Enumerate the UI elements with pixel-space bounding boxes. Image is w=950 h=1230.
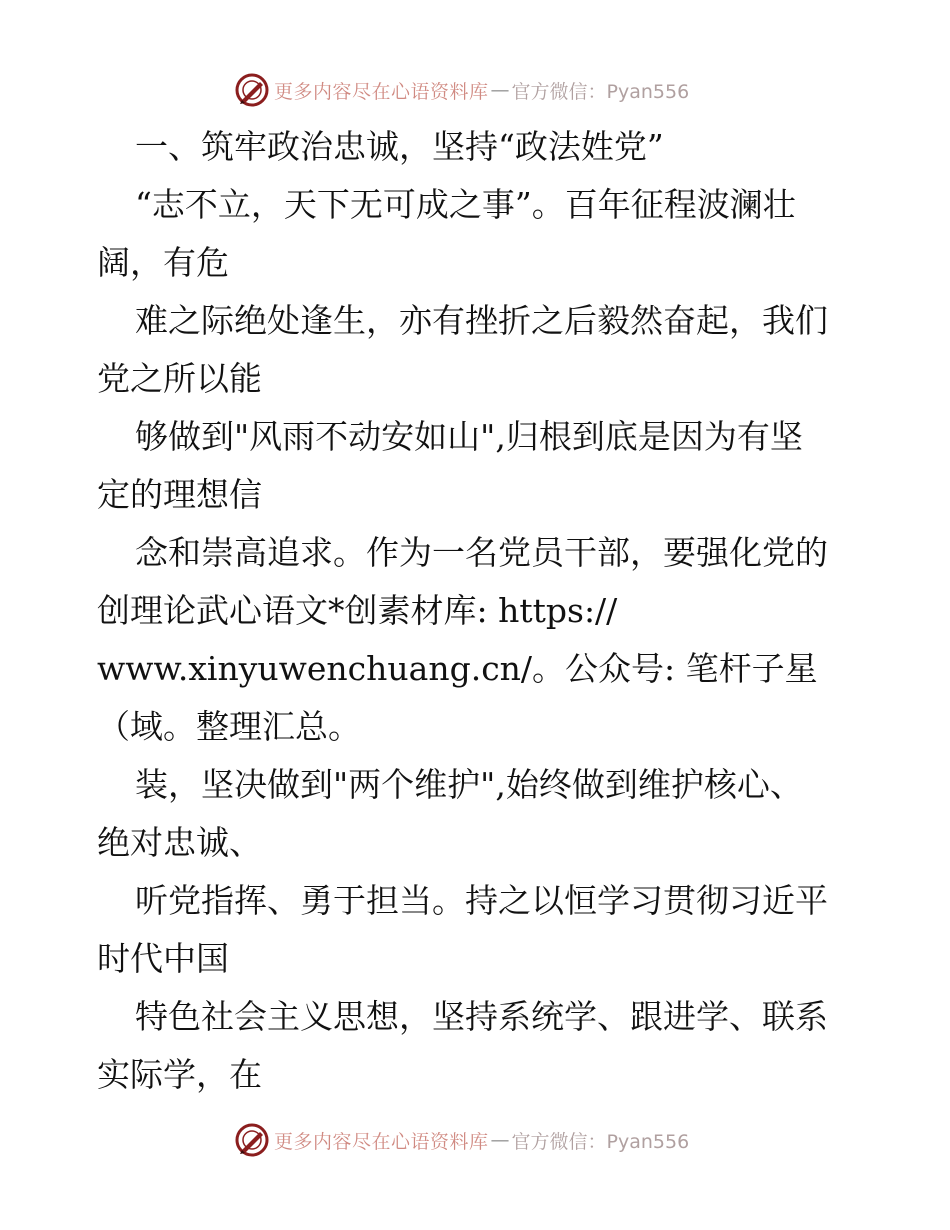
text-line: 特色社会主义思想，坚持系统学、跟进学、联系 (135, 997, 828, 1036)
text-line: 实际学，在 (97, 1055, 262, 1094)
text-line: www.xinyuwenchuang.cn/。公众号: 笔杆子星 (97, 649, 818, 688)
watermark-text: 更多内容尽在心语资料库 (274, 80, 489, 103)
watermark-text: 更多内容尽在心语资料库 (274, 1130, 489, 1153)
text-line: 绝对忠诚、 (97, 823, 262, 862)
text-line: 念和崇高追求。作为一名党员干部，要强化党的 (135, 533, 828, 572)
text-line: 时代中国 (97, 939, 229, 978)
text-line: （域。整理汇总。 (97, 707, 361, 746)
watermark-contact: 官方微信：Pyan556 (511, 80, 690, 103)
watermark-banner-bottom (234, 1120, 689, 1160)
pen-logo-icon (234, 72, 270, 108)
text-line: 装，坚决做到"两个维护",始终做到维护核心、 (135, 765, 803, 804)
section-heading: 一、筑牢政治忠诚，坚持“政法姓党” (135, 127, 664, 166)
watermark-contact: 官方微信：Pyan556 (511, 1130, 690, 1153)
watermark-separator: — (490, 79, 510, 101)
document-body (97, 118, 877, 1104)
watermark-banner-top (234, 70, 689, 110)
text-line: 听党指挥、勇于担当。持之以恒学习贯彻习近平 (135, 881, 828, 920)
text-line: “志不立，天下无可成之事”。百年征程波澜壮 (135, 185, 796, 224)
text-line: 够做到"风雨不动安如山",归根到底是因为有坚 (135, 417, 803, 456)
pen-logo-icon (234, 1122, 270, 1158)
watermark-separator: — (490, 1129, 510, 1151)
text-line: 党之所以能 (97, 359, 262, 398)
text-line: 阔，有危 (97, 243, 229, 282)
text-line: 定的理想信 (97, 475, 262, 514)
text-line: 创理论武心语文*创素材库: https:// (97, 591, 618, 630)
text-line: 难之际绝处逢生，亦有挫折之后毅然奋起，我们 (135, 301, 828, 340)
